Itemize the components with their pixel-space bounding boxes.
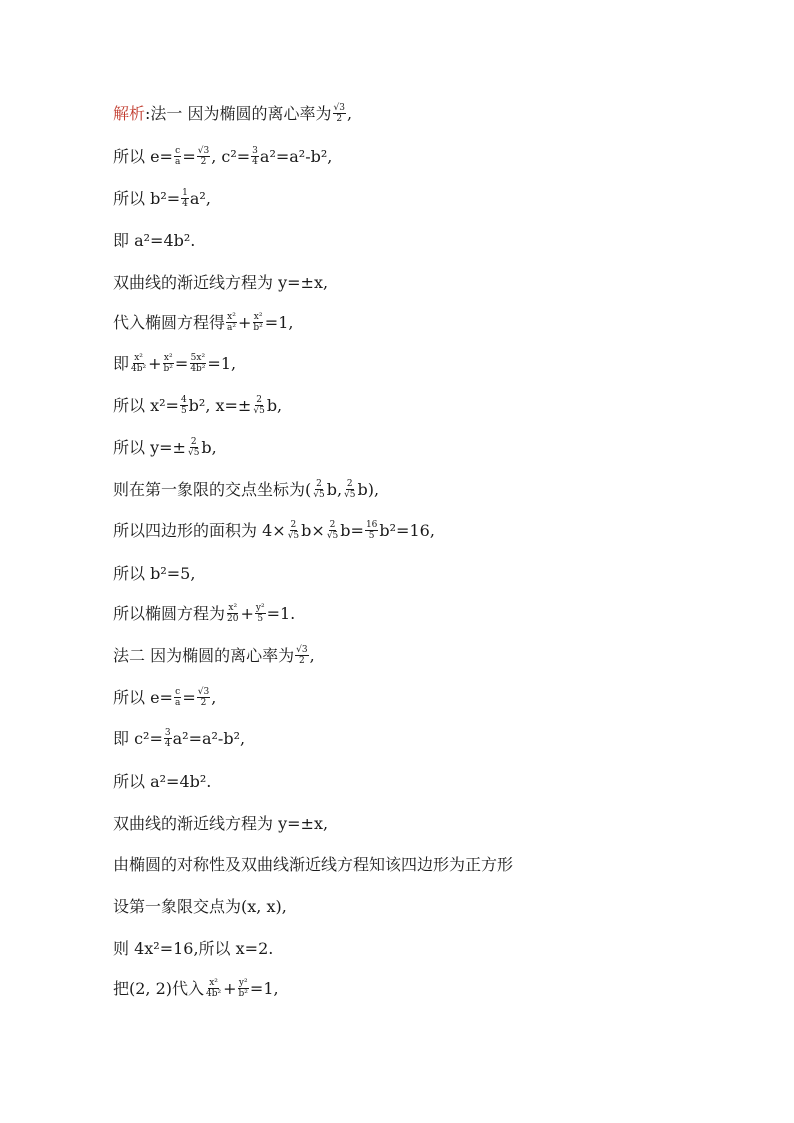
text: a²=a²-b², xyxy=(259,146,333,166)
numerator: 3 xyxy=(164,728,171,738)
text: :法一 因为椭圆的离心率为 xyxy=(145,103,332,123)
fraction xyxy=(130,353,147,374)
solution-line-7 xyxy=(113,353,236,374)
text: + xyxy=(223,978,237,998)
fraction xyxy=(189,353,206,374)
text: b²=16, xyxy=(379,520,435,540)
numerator: √3 xyxy=(197,146,210,156)
numerator: c xyxy=(175,146,181,156)
denominator: √5 xyxy=(313,490,325,500)
fraction xyxy=(252,395,265,416)
solution-line-9 xyxy=(113,437,217,458)
solution-label: 解析 xyxy=(113,103,146,123)
solution-line-22 xyxy=(113,978,279,999)
numerator: 2 xyxy=(329,520,336,530)
text: 所以 x²= xyxy=(113,395,179,415)
text: 所以 a²=4b². xyxy=(113,772,212,791)
numerator: x² xyxy=(228,603,238,613)
denominator: √5 xyxy=(344,490,356,500)
fraction xyxy=(205,978,222,999)
numerator: y² xyxy=(255,603,265,613)
text: 双曲线的渐近线方程为 y=±x, xyxy=(113,814,329,833)
solution-line-10 xyxy=(113,479,379,500)
numerator: 5x² xyxy=(190,353,206,363)
text: 所以四边形的面积为 4× xyxy=(113,520,286,540)
text: 把(2, 2)代入 xyxy=(113,978,205,998)
denominator: 4b² xyxy=(190,364,206,374)
fraction xyxy=(326,520,339,541)
text: , xyxy=(211,687,217,707)
text: 所以 b²= xyxy=(113,188,181,208)
text: 所以 e= xyxy=(113,146,173,166)
text: 所以 e= xyxy=(113,687,173,707)
fraction xyxy=(333,103,346,124)
text: b, xyxy=(266,395,283,415)
denominator: 2 xyxy=(200,698,207,708)
fraction xyxy=(365,520,378,541)
fraction xyxy=(226,603,239,624)
text: 由椭圆的对称性及双曲线渐近线方程知该四边形为正方形 xyxy=(113,855,514,874)
numerator: x² xyxy=(253,312,263,322)
denominator: √5 xyxy=(187,448,200,458)
text: b², x=± xyxy=(188,395,252,415)
solution-line-11 xyxy=(113,520,435,541)
solution-line-3 xyxy=(113,188,211,209)
text: = xyxy=(182,687,196,707)
numerator: 2 xyxy=(316,479,322,489)
fraction xyxy=(197,687,210,708)
denominator: 4b² xyxy=(131,364,147,374)
numerator: √3 xyxy=(333,103,345,113)
text: 即 a²=4b². xyxy=(113,231,196,250)
denominator: 2 xyxy=(298,656,305,666)
numerator: x² xyxy=(163,353,173,363)
denominator: 5 xyxy=(257,614,264,624)
text: 所以椭圆方程为 xyxy=(113,603,226,623)
text: + xyxy=(238,312,252,332)
solution-line-15 xyxy=(113,687,216,708)
text: = xyxy=(174,353,189,373)
text: 即 c²= xyxy=(113,728,163,748)
text: 即 xyxy=(113,353,130,373)
denominator: 2 xyxy=(200,157,207,167)
numerator: 2 xyxy=(346,479,353,489)
denominator: 4b² xyxy=(206,989,222,999)
fraction xyxy=(197,146,210,167)
fraction xyxy=(295,645,308,666)
solution-line-18 xyxy=(113,814,328,834)
fraction xyxy=(180,395,188,416)
fraction xyxy=(287,520,300,541)
numerator: 2 xyxy=(256,395,262,405)
text: 代入椭圆方程得 xyxy=(113,312,226,332)
solution-line-20 xyxy=(113,897,287,917)
denominator: b² xyxy=(163,364,173,374)
solution-line-16 xyxy=(113,728,245,749)
numerator: √3 xyxy=(197,687,210,697)
denominator: 4 xyxy=(252,157,258,167)
fraction xyxy=(174,146,181,167)
text: 所以 b²=5, xyxy=(113,564,196,583)
fraction xyxy=(238,978,249,999)
denominator: √5 xyxy=(253,406,265,416)
text: = xyxy=(182,146,196,166)
text: =1, xyxy=(249,978,279,998)
text: , xyxy=(346,103,353,123)
denominator: a² xyxy=(227,323,236,333)
solution-line-13 xyxy=(113,603,295,624)
numerator: x² xyxy=(134,353,143,363)
text: + xyxy=(240,603,254,623)
solution-line-8 xyxy=(113,395,282,416)
solution-line-1 xyxy=(113,103,352,124)
text: b), xyxy=(357,479,380,499)
text: 法二 因为椭圆的离心率为 xyxy=(113,645,295,665)
solution-line-5 xyxy=(113,273,328,293)
fraction xyxy=(255,603,266,624)
text: + xyxy=(148,353,162,373)
solution-line-19 xyxy=(113,855,513,875)
solution-line-12 xyxy=(113,564,195,584)
numerator: √3 xyxy=(296,645,308,655)
fraction xyxy=(164,728,172,749)
text: =1, xyxy=(207,353,237,373)
fraction xyxy=(312,479,325,500)
text: b= xyxy=(340,520,364,540)
fraction xyxy=(252,312,263,333)
denominator: 5 xyxy=(180,406,187,416)
denominator: a xyxy=(174,157,181,167)
denominator: √5 xyxy=(287,531,300,541)
fraction xyxy=(226,312,237,333)
solution-line-21 xyxy=(113,939,273,959)
text: , c²= xyxy=(211,146,251,166)
numerator: x² xyxy=(227,312,236,322)
text: , xyxy=(309,645,315,665)
numerator: 2 xyxy=(290,520,297,530)
numerator: 1 xyxy=(182,188,188,198)
denominator: b² xyxy=(238,989,248,999)
text: 双曲线的渐近线方程为 y=±x, xyxy=(113,273,329,292)
numerator: 16 xyxy=(365,520,378,530)
text: b, xyxy=(326,479,343,499)
fraction xyxy=(187,437,200,458)
numerator: 4 xyxy=(180,395,187,405)
fraction xyxy=(181,188,189,209)
fraction xyxy=(174,687,181,708)
text: b, xyxy=(201,437,217,457)
text: a², xyxy=(189,188,211,208)
solution-line-17 xyxy=(113,772,211,792)
numerator: c xyxy=(175,687,181,697)
solution-line-2 xyxy=(113,146,332,167)
denominator: 20 xyxy=(227,614,239,624)
denominator: 4 xyxy=(164,739,171,749)
text: 则 4x²=16,所以 x=2. xyxy=(113,939,274,958)
denominator: 4 xyxy=(182,199,188,209)
fraction xyxy=(251,146,259,167)
numerator: 2 xyxy=(190,437,197,447)
text: 所以 y=± xyxy=(113,437,186,457)
solution-line-14 xyxy=(113,645,315,666)
numerator: y² xyxy=(238,978,248,988)
text: a²=a²-b², xyxy=(172,728,246,748)
text: =1, xyxy=(264,312,294,332)
text: =1. xyxy=(266,603,296,623)
fraction xyxy=(163,353,174,374)
solution-line-6 xyxy=(113,312,293,333)
denominator: 5 xyxy=(368,531,375,541)
denominator: √5 xyxy=(326,531,339,541)
text: b× xyxy=(301,520,325,540)
fraction xyxy=(343,479,356,500)
denominator: b² xyxy=(253,323,263,333)
numerator: x² xyxy=(209,978,218,988)
text: 则在第一象限的交点坐标为( xyxy=(113,479,312,499)
solution-line-4 xyxy=(113,231,195,251)
text: 设第一象限交点为(x, x), xyxy=(113,897,287,916)
numerator: 3 xyxy=(252,146,258,156)
denominator: 2 xyxy=(336,114,343,124)
denominator: a xyxy=(174,698,181,708)
